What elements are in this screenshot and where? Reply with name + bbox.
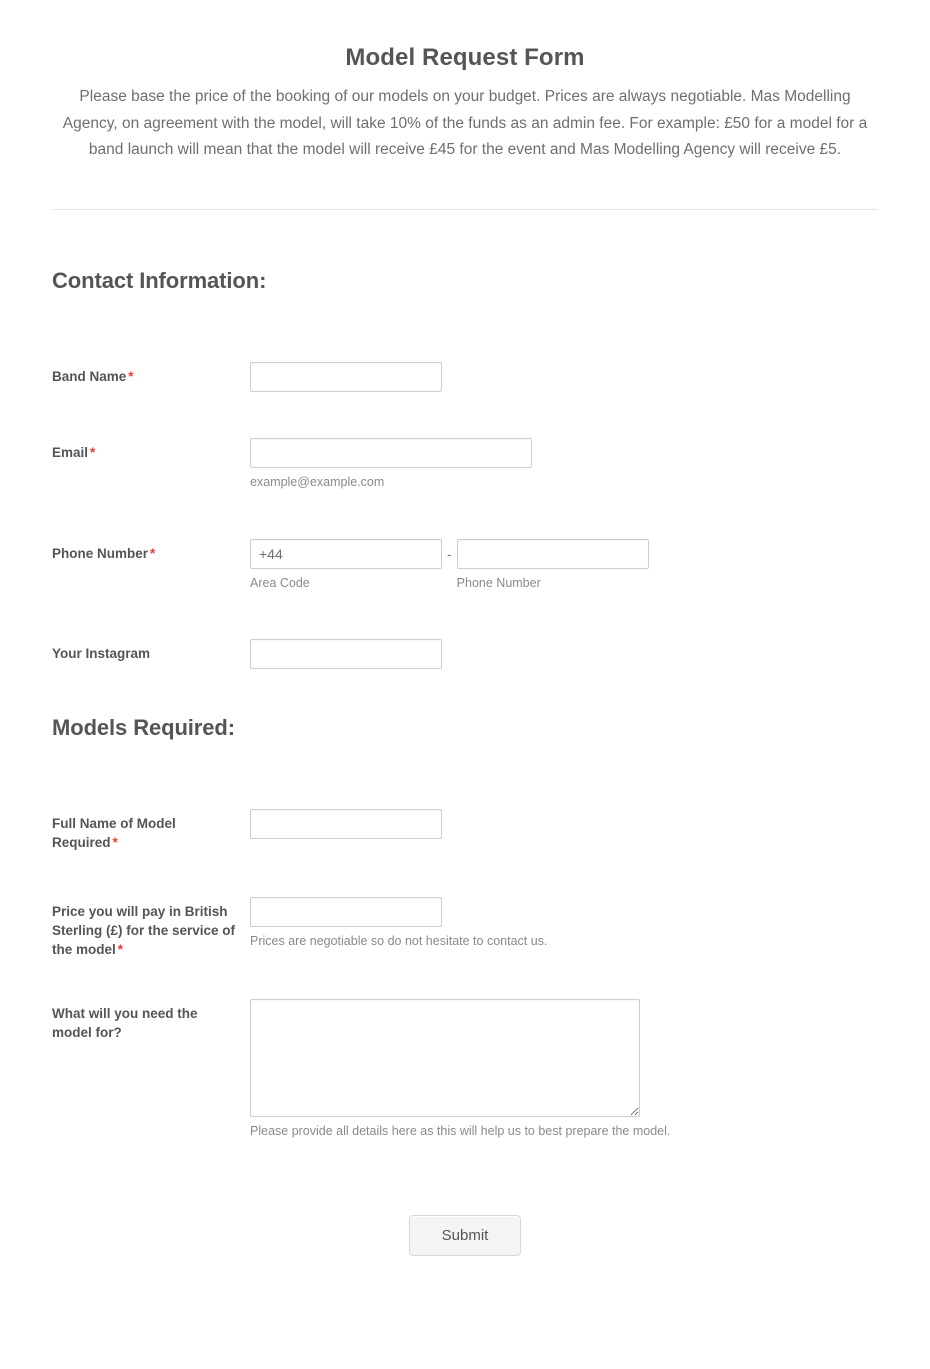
submit-button[interactable]: Submit: [409, 1215, 522, 1256]
required-asterisk: *: [128, 368, 134, 384]
email-hint: example@example.com: [250, 474, 385, 489]
price-hint: Prices are negotiable so do not hesitate to contact us.: [250, 933, 548, 948]
label-instagram: [52, 639, 250, 663]
field-row-email: [52, 438, 878, 491]
field-row-instagram: [52, 639, 878, 669]
control-instagram: [250, 639, 878, 669]
control-need-for: [250, 999, 878, 1140]
field-row-band-name: [52, 362, 878, 392]
email-input[interactable]: [250, 438, 532, 468]
instagram-input[interactable]: [250, 639, 442, 669]
full-name-input[interactable]: [250, 809, 442, 839]
band-name-input[interactable]: [250, 362, 442, 392]
page-title: Model Request Form: [345, 44, 585, 71]
label-full-name-text: Full Name of Model Required: [52, 815, 176, 850]
label-email: [52, 438, 250, 462]
field-row-phone-number: [52, 539, 878, 592]
phone-separator-dash: -: [447, 545, 452, 562]
submit-area: [0, 1140, 930, 1256]
section-heading-models: Models Required:: [52, 714, 235, 740]
required-asterisk: [122, 1025, 124, 1040]
phone-number-input[interactable]: [457, 539, 649, 569]
price-input[interactable]: [250, 897, 442, 927]
form-description: Please base the price of the booking of our models on your budget. Prices are always negotiable. Mas Modelling Agency, on agreement with the model, will take 10% of the funds as an admin fee. For example: £50 for a model for a band launch will mean that the model will receive £45 for the event and Mas Modelling Agency will receive £5.: [62, 88, 868, 158]
required-asterisk: *: [150, 545, 156, 561]
label-price: [52, 897, 250, 959]
required-asterisk: *: [117, 941, 124, 957]
field-row-full-name: [52, 809, 878, 852]
phone-area-code-sublabel: Area Code: [250, 575, 310, 590]
need-for-hint: Please provide all details here as this will help us to best prepare the model.: [250, 1123, 671, 1138]
section-models-required: [0, 669, 930, 1140]
section-contact-information: [0, 210, 930, 669]
label-phone-number-text: Phone Number: [52, 545, 149, 561]
need-for-textarea[interactable]: [250, 999, 640, 1117]
control-email: [250, 438, 878, 491]
field-row-price: [52, 897, 878, 959]
form-header: [0, 0, 930, 164]
required-asterisk: [150, 646, 152, 661]
control-band-name: [250, 362, 878, 392]
label-phone-number: [52, 539, 250, 563]
label-price-text: Price you will pay in British Sterling (£) for the service of the model: [52, 903, 236, 957]
label-full-name: [52, 809, 250, 852]
label-email-text: Email: [52, 444, 89, 460]
field-row-need-for: [52, 999, 878, 1140]
label-need-for-text: What will you need the model for?: [52, 1005, 198, 1040]
control-phone-number: [250, 539, 878, 592]
control-price: [250, 897, 878, 950]
phone-number-column: [457, 539, 649, 592]
phone-area-code-column: [250, 539, 442, 592]
label-band-name-text: Band Name: [52, 368, 127, 384]
label-band-name: [52, 362, 250, 386]
phone-number-sublabel: Phone Number: [456, 575, 541, 590]
phone-input-group: [250, 539, 878, 592]
required-asterisk: *: [90, 444, 96, 460]
phone-area-code-input[interactable]: [250, 539, 442, 569]
label-need-for: [52, 999, 250, 1042]
label-instagram-text: Your Instagram: [52, 645, 151, 661]
control-full-name: [250, 809, 878, 839]
section-heading-contact: Contact Information:: [52, 267, 267, 293]
required-asterisk: *: [112, 834, 118, 850]
